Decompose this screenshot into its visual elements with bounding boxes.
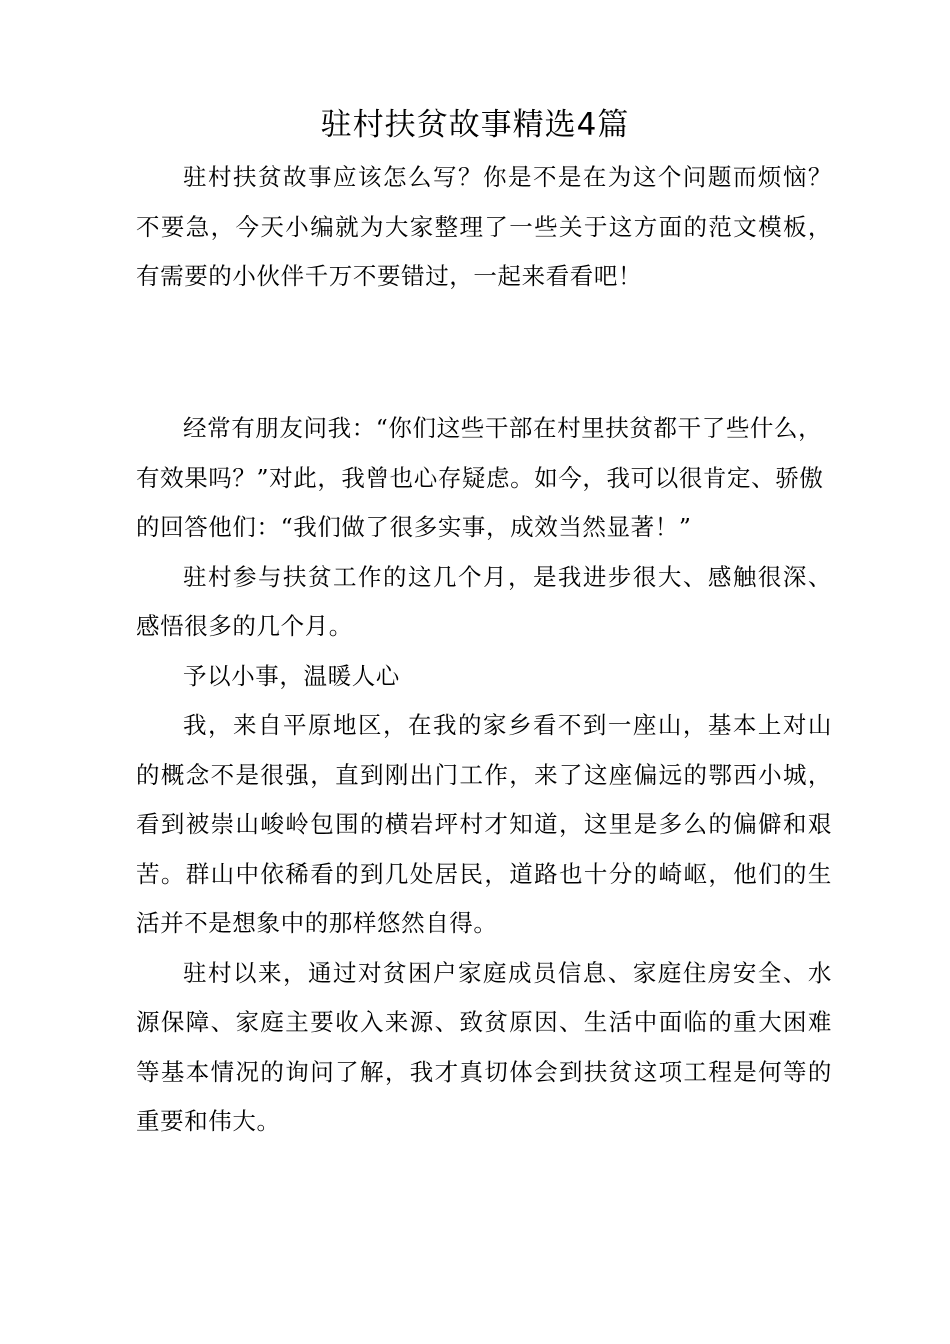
- story-paragraph-2: 驻村参与扶贫工作的这几个月，是我进步很大、感触很深、感悟很多的几个月。: [136, 562, 832, 640]
- story-paragraph-1: 经常有朋友问我：“你们这些干部在村里扶贫都干了些什么，有效果吗？”对此，我曾也心存疑虑。如今，我可以很肯定、骄傲的回答他们：“我们做了很多实事，成效当然显著！”: [136, 414, 824, 541]
- intro-paragraph: 驻村扶贫故事应该怎么写？你是不是在为这个问题而烦恼？不要急，今天小编就为大家整理了一些关于这方面的范文模板，有需要的小伙伴千万不要错过，一起来看看吧！: [136, 163, 832, 290]
- section-heading: 予以小事，温暖人心: [183, 661, 400, 690]
- story-body: [136, 404, 832, 1147]
- story-paragraph-4: 驻村以来，通过对贫困户家庭成员信息、家庭住房安全、水源保障、家庭主要收入来源、致贫原因、生活中面临的重大困难等基本情况的询问了解，我才真切体会到扶贫这项工程是何等的重要和伟大。: [136, 958, 832, 1135]
- intro-section: [136, 153, 832, 302]
- story-paragraph-3: 我，来自平原地区，在我的家乡看不到一座山，基本上对山的概念不是很强，直到刚出门工作，来了这座偏远的鄂西小城，看到被崇山峻岭包围的横岩坪村才知道，这里是多么的偏僻和艰苦。群山中依稀看的到几处居民，道路也十分的崎岖，他们的生活并不是想象中的那样悠然自得。: [136, 711, 832, 937]
- document-title: 驻村扶贫故事精选4篇: [320, 107, 630, 143]
